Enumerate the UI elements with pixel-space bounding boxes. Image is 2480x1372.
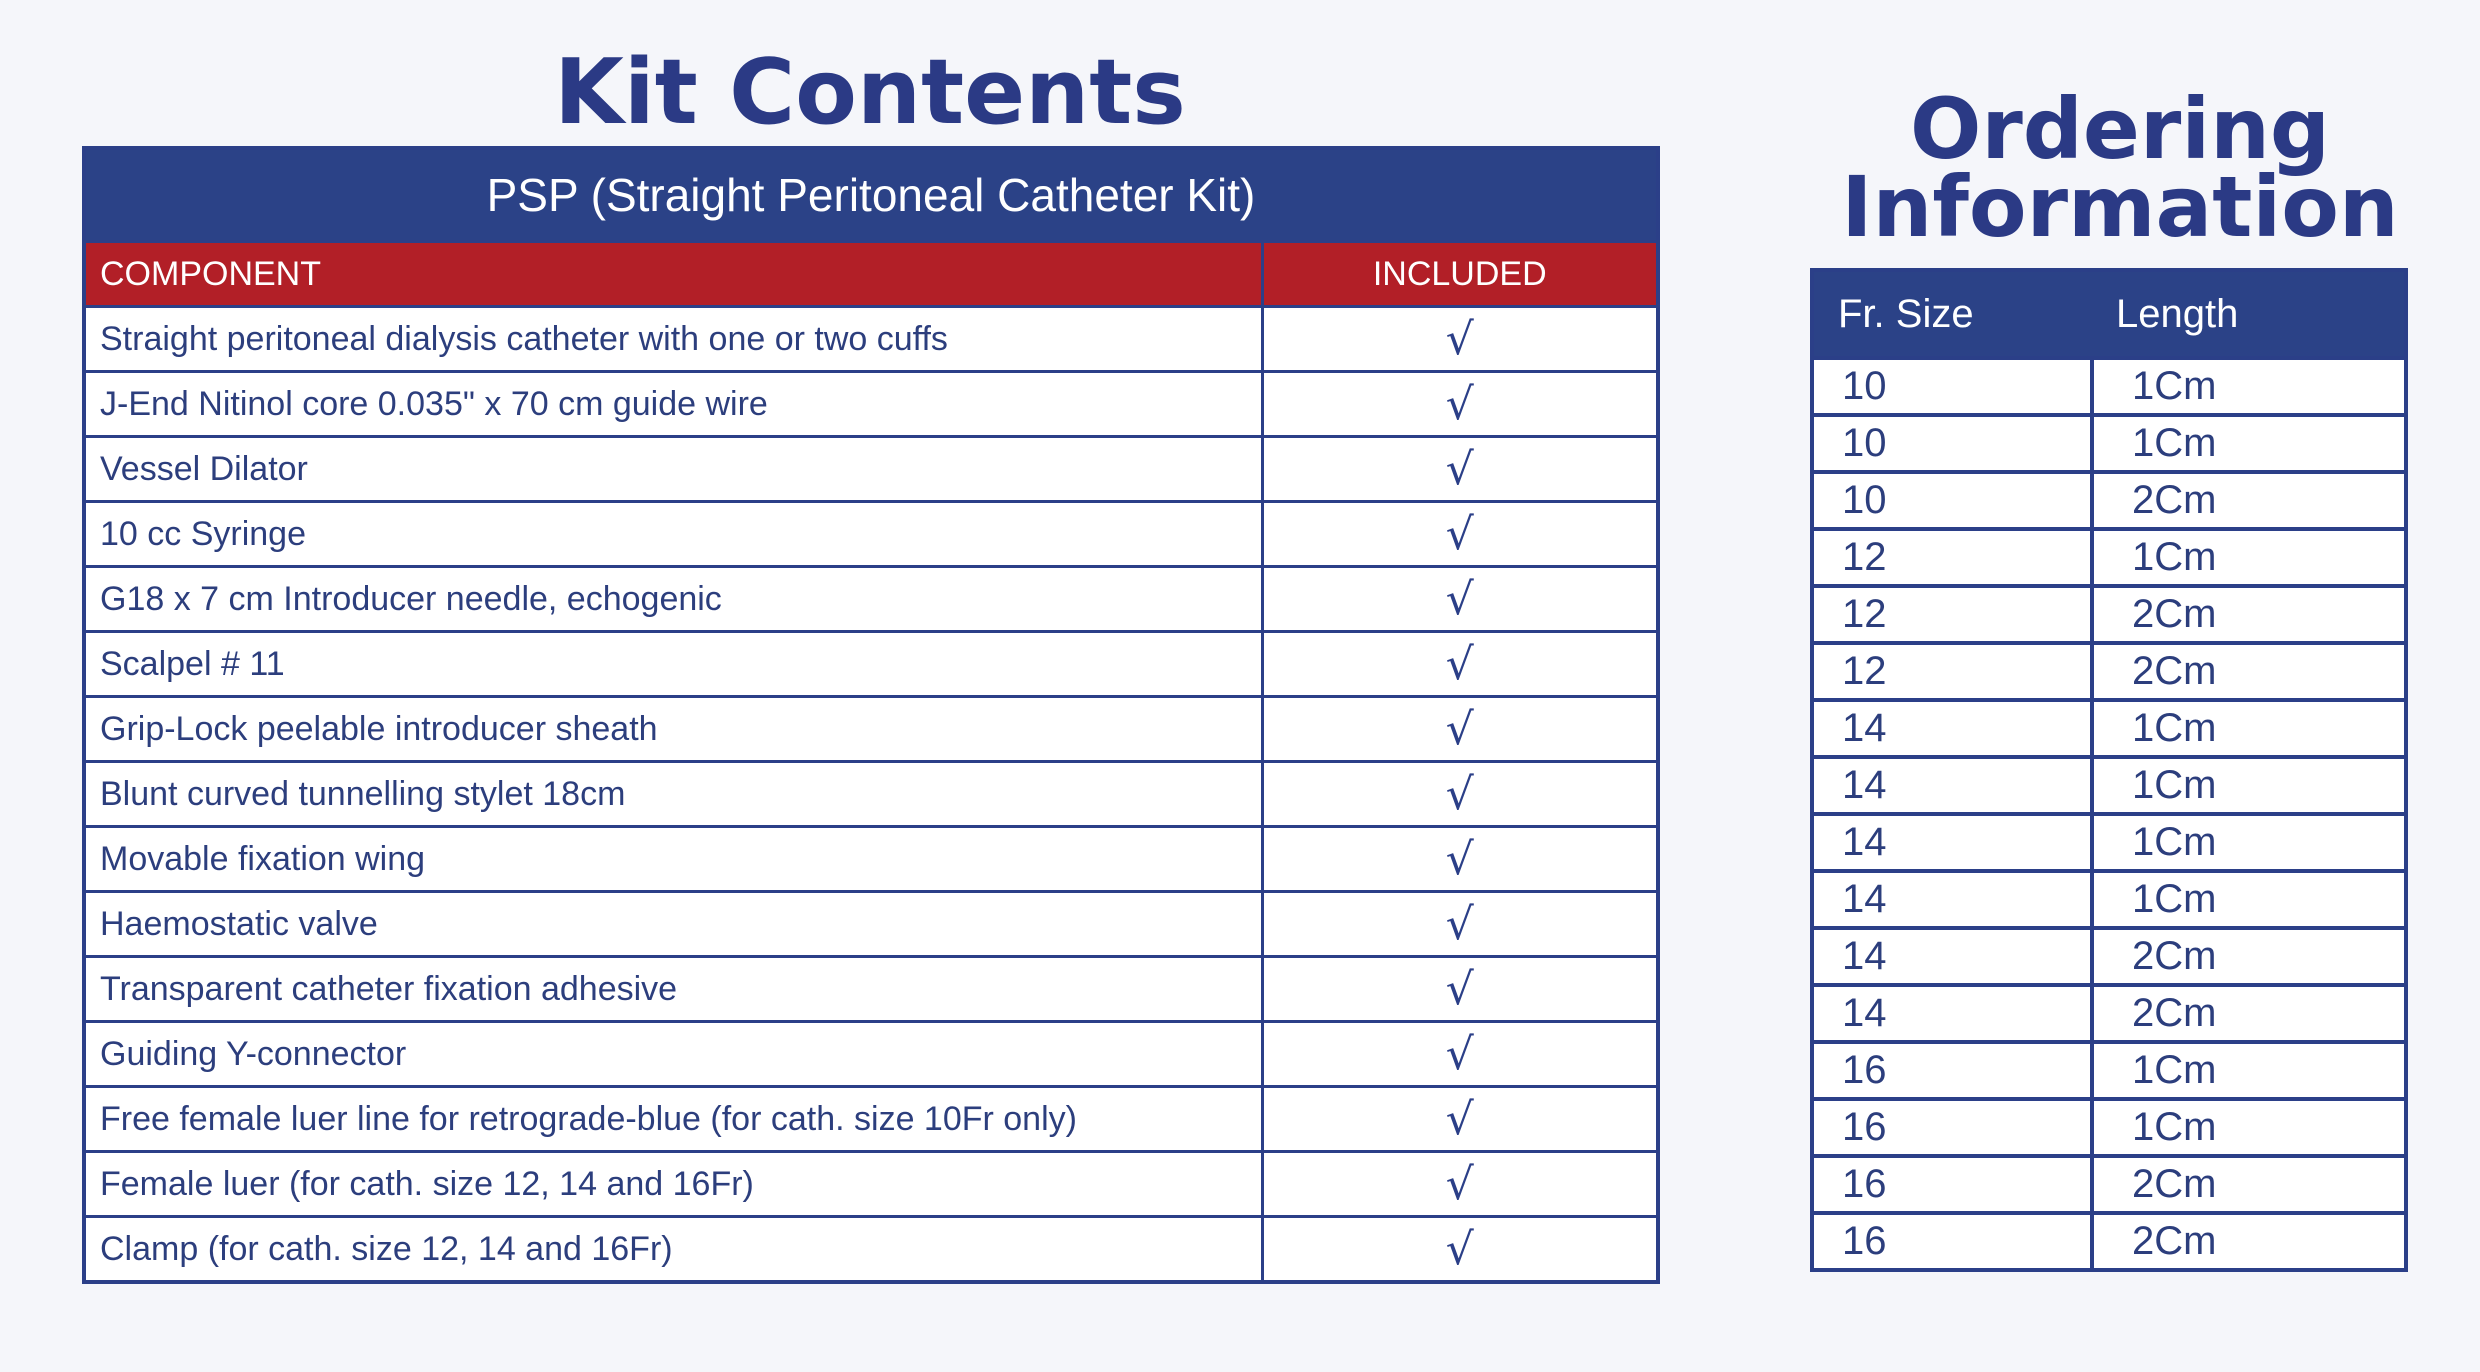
length-cell: 1Cm xyxy=(2092,871,2406,928)
table-row xyxy=(84,1217,1658,1283)
fr-size-cell: 16 xyxy=(1812,1099,2092,1156)
length-cell: 2Cm xyxy=(2092,586,2406,643)
length-cell: 1Cm xyxy=(2092,358,2406,415)
component-name: Movable fixation wing xyxy=(84,827,1262,892)
fr-size-cell: 14 xyxy=(1812,871,2092,928)
included-check-icon: √ xyxy=(1262,372,1658,437)
fr-size-cell: 14 xyxy=(1812,814,2092,871)
fr-size-cell: 10 xyxy=(1812,472,2092,529)
table-row xyxy=(1812,472,2406,529)
table-row xyxy=(1812,586,2406,643)
table-row xyxy=(84,372,1658,437)
ordering-heading-line1: Ordering xyxy=(1909,80,2331,178)
length-cell: 2Cm xyxy=(2092,928,2406,985)
included-check-icon: √ xyxy=(1262,957,1658,1022)
included-check-icon: √ xyxy=(1262,827,1658,892)
table-row xyxy=(1812,643,2406,700)
component-name: G18 x 7 cm Introducer needle, echogenic xyxy=(84,567,1262,632)
component-name: Blunt curved tunnelling stylet 18cm xyxy=(84,762,1262,827)
table-row xyxy=(84,437,1658,502)
table-row xyxy=(84,1022,1658,1087)
included-check-icon: √ xyxy=(1262,1022,1658,1087)
column-header-included: INCLUDED xyxy=(1262,242,1658,307)
component-name: Transparent catheter fixation adhesive xyxy=(84,957,1262,1022)
length-cell: 1Cm xyxy=(2092,415,2406,472)
component-name: Haemostatic valve xyxy=(84,892,1262,957)
included-check-icon: √ xyxy=(1262,892,1658,957)
component-name: Vessel Dilator xyxy=(84,437,1262,502)
included-check-icon: √ xyxy=(1262,307,1658,372)
kit-table-title: PSP (Straight Peritoneal Catheter Kit) xyxy=(84,148,1658,242)
table-row xyxy=(1812,700,2406,757)
length-cell: 1Cm xyxy=(2092,814,2406,871)
ordering-table-body xyxy=(1812,358,2406,1270)
length-cell: 1Cm xyxy=(2092,529,2406,586)
component-name: Straight peritoneal dialysis catheter with one or two cuffs xyxy=(84,307,1262,372)
kit-contents-heading: Kit Contents xyxy=(554,40,1186,145)
included-check-icon: √ xyxy=(1262,1217,1658,1283)
length-cell: 2Cm xyxy=(2092,1213,2406,1270)
included-check-icon: √ xyxy=(1262,1152,1658,1217)
ordering-information-heading xyxy=(1800,80,2440,256)
table-row xyxy=(1812,985,2406,1042)
fr-size-cell: 12 xyxy=(1812,529,2092,586)
table-row xyxy=(84,697,1658,762)
ordering-heading-line2: Information xyxy=(1841,158,2399,256)
fr-size-cell: 14 xyxy=(1812,700,2092,757)
kit-contents-table xyxy=(82,146,1660,1284)
table-row xyxy=(1812,358,2406,415)
included-check-icon: √ xyxy=(1262,502,1658,567)
table-row xyxy=(1812,928,2406,985)
component-name: Free female luer line for retrograde-blue (for cath. size 10Fr only) xyxy=(84,1087,1262,1152)
table-row xyxy=(1812,871,2406,928)
fr-size-cell: 16 xyxy=(1812,1156,2092,1213)
fr-size-cell: 16 xyxy=(1812,1042,2092,1099)
ordering-table xyxy=(1810,268,2408,1272)
length-cell: 2Cm xyxy=(2092,1156,2406,1213)
column-header-length: Length xyxy=(2092,270,2406,358)
table-row xyxy=(84,762,1658,827)
component-name: 10 cc Syringe xyxy=(84,502,1262,567)
table-row xyxy=(84,567,1658,632)
fr-size-cell: 14 xyxy=(1812,985,2092,1042)
fr-size-cell: 16 xyxy=(1812,1213,2092,1270)
fr-size-cell: 14 xyxy=(1812,757,2092,814)
component-name: Female luer (for cath. size 12, 14 and 16Fr) xyxy=(84,1152,1262,1217)
component-name: Scalpel # 11 xyxy=(84,632,1262,697)
length-cell: 1Cm xyxy=(2092,700,2406,757)
table-row xyxy=(1812,814,2406,871)
table-row xyxy=(84,957,1658,1022)
table-row xyxy=(84,1152,1658,1217)
fr-size-cell: 10 xyxy=(1812,358,2092,415)
included-check-icon: √ xyxy=(1262,632,1658,697)
length-cell: 2Cm xyxy=(2092,472,2406,529)
table-row xyxy=(1812,415,2406,472)
table-row xyxy=(1812,1042,2406,1099)
table-row xyxy=(84,502,1658,567)
kit-table-body xyxy=(84,307,1658,1283)
table-row xyxy=(1812,529,2406,586)
fr-size-cell: 14 xyxy=(1812,928,2092,985)
included-check-icon: √ xyxy=(1262,567,1658,632)
table-row xyxy=(1812,1156,2406,1213)
length-cell: 1Cm xyxy=(2092,1042,2406,1099)
included-check-icon: √ xyxy=(1262,437,1658,502)
fr-size-cell: 12 xyxy=(1812,586,2092,643)
component-name: Clamp (for cath. size 12, 14 and 16Fr) xyxy=(84,1217,1262,1283)
table-row xyxy=(1812,1213,2406,1270)
component-name: Grip-Lock peelable introducer sheath xyxy=(84,697,1262,762)
component-name: Guiding Y-connector xyxy=(84,1022,1262,1087)
table-row xyxy=(1812,1099,2406,1156)
table-row xyxy=(84,632,1658,697)
table-row xyxy=(84,892,1658,957)
included-check-icon: √ xyxy=(1262,697,1658,762)
table-row xyxy=(1812,757,2406,814)
length-cell: 2Cm xyxy=(2092,985,2406,1042)
table-row xyxy=(84,1087,1658,1152)
table-row xyxy=(84,827,1658,892)
included-check-icon: √ xyxy=(1262,1087,1658,1152)
length-cell: 2Cm xyxy=(2092,643,2406,700)
included-check-icon: √ xyxy=(1262,762,1658,827)
column-header-component: COMPONENT xyxy=(84,242,1262,307)
column-header-fr-size: Fr. Size xyxy=(1812,270,2092,358)
length-cell: 1Cm xyxy=(2092,757,2406,814)
table-row xyxy=(84,307,1658,372)
fr-size-cell: 10 xyxy=(1812,415,2092,472)
length-cell: 1Cm xyxy=(2092,1099,2406,1156)
fr-size-cell: 12 xyxy=(1812,643,2092,700)
component-name: J-End Nitinol core 0.035" x 70 cm guide wire xyxy=(84,372,1262,437)
